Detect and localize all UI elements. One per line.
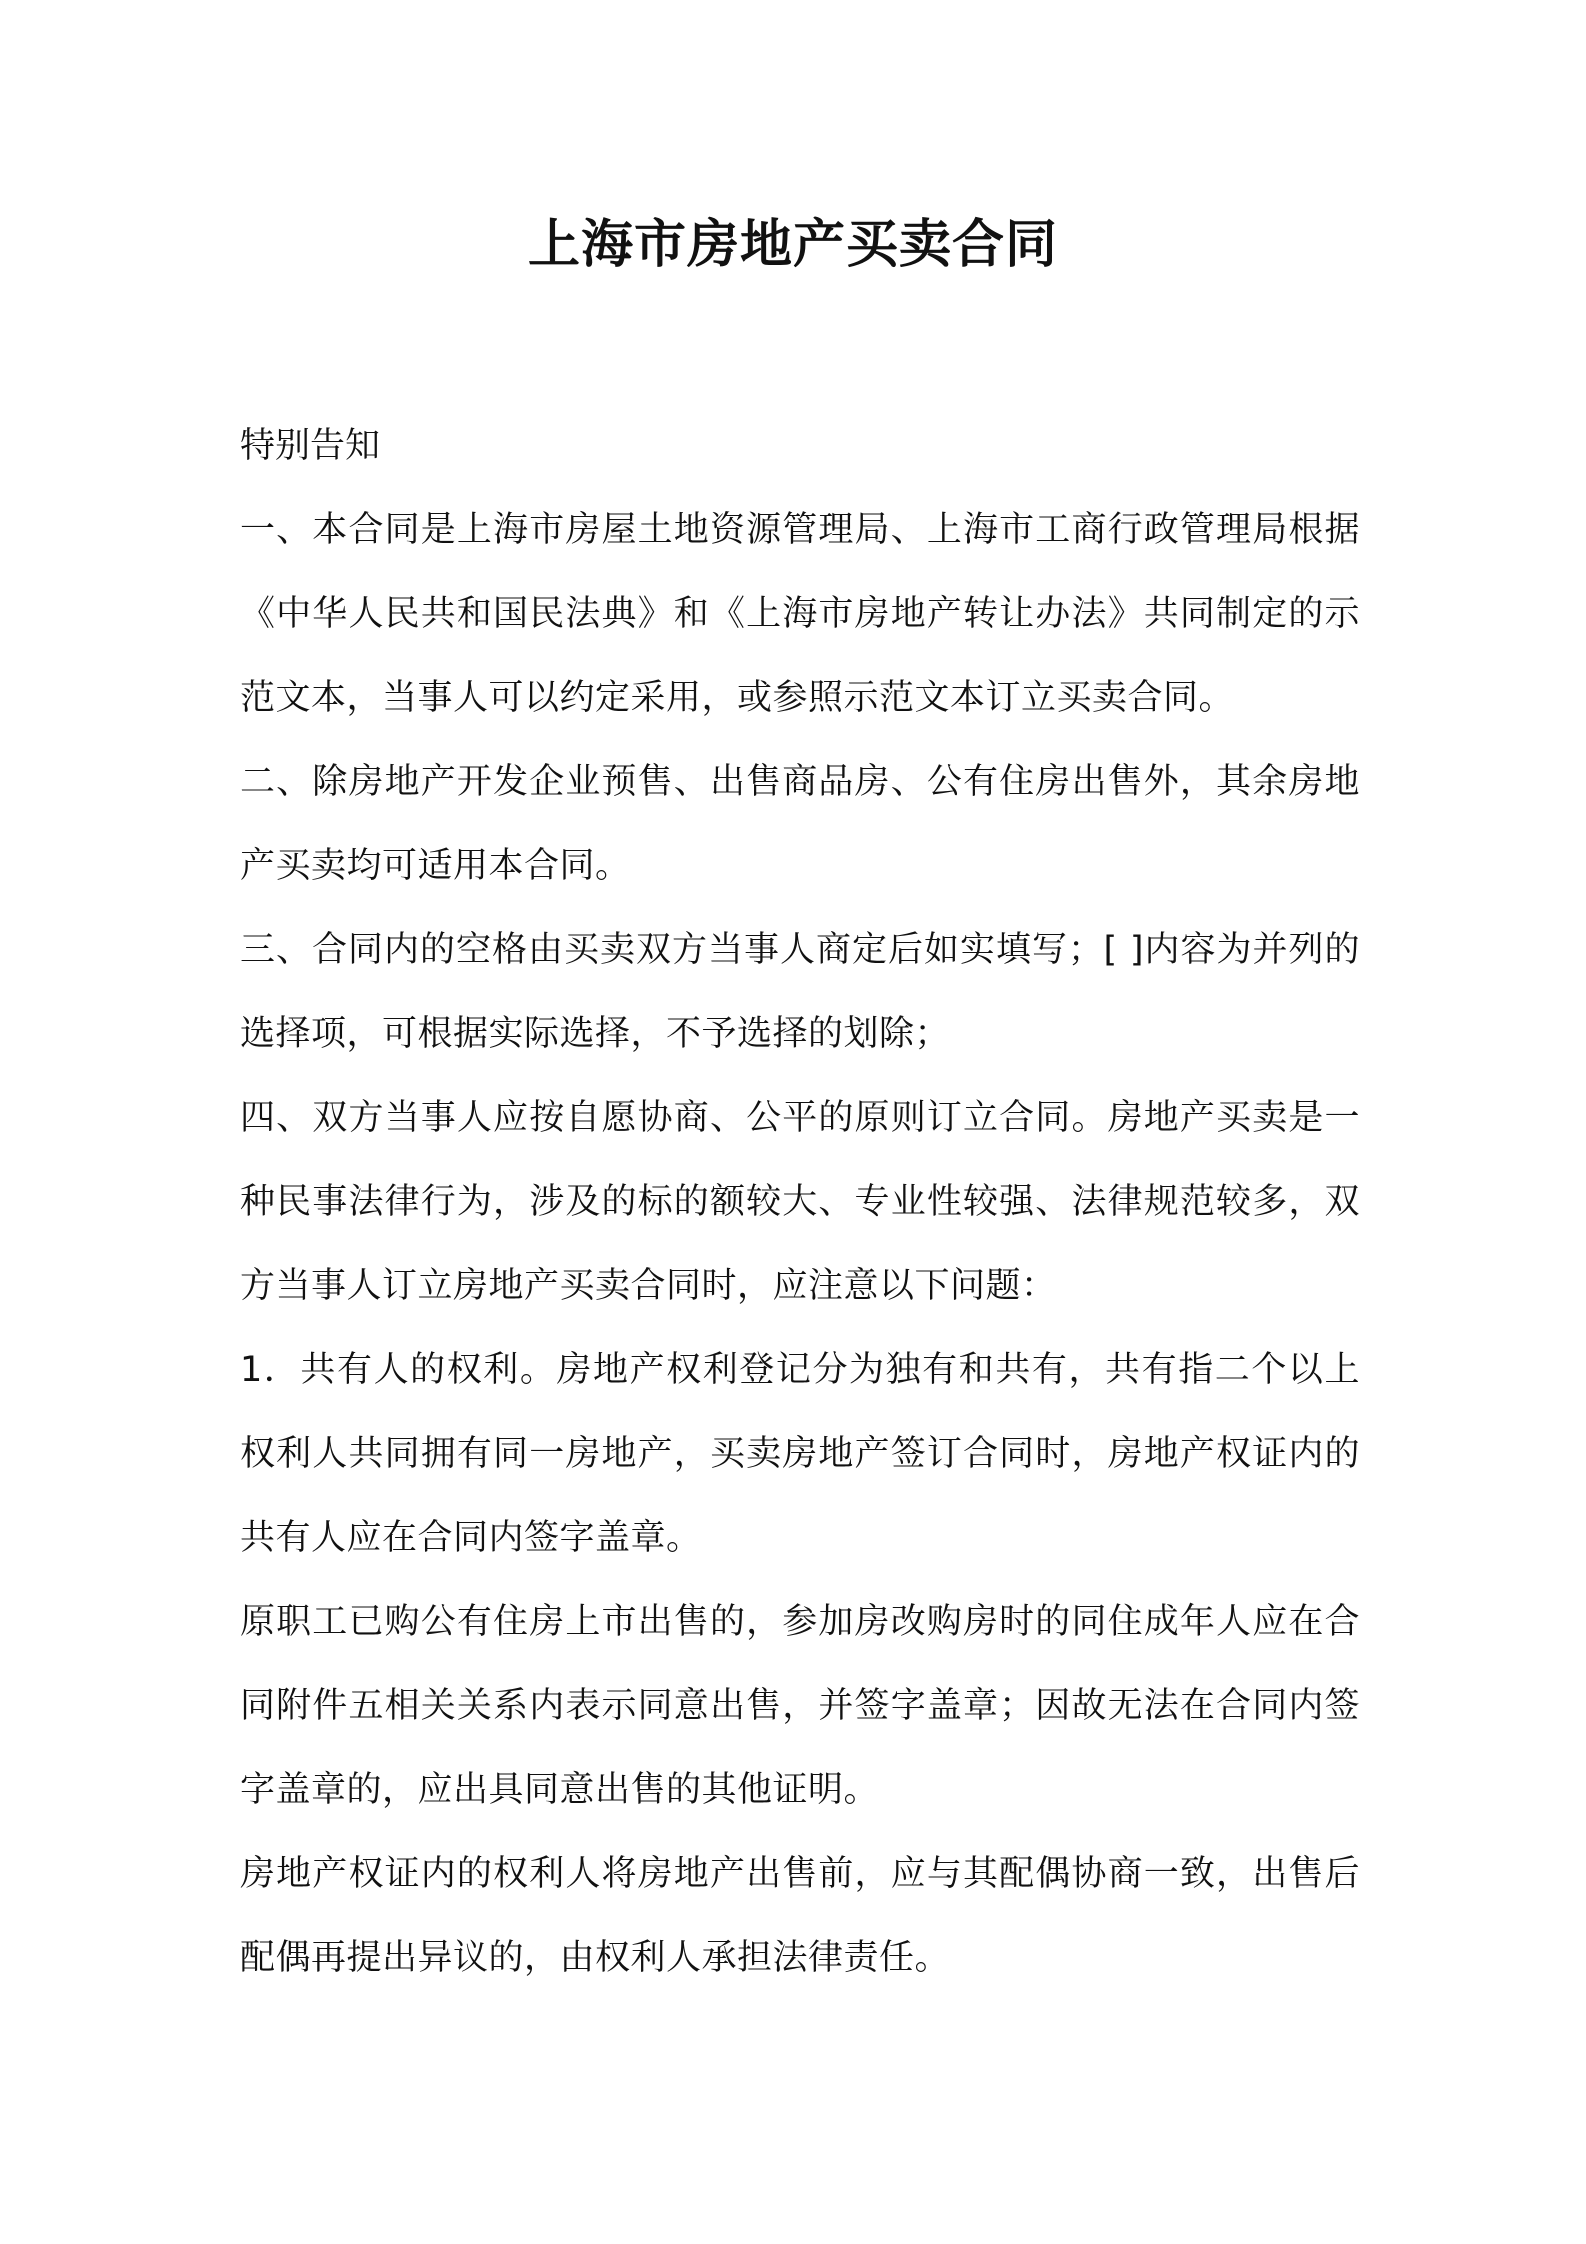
paragraph-clause-2: 二、除房地产开发企业预售、出售商品房、公有住房出售外，其余房地产买卖均可适用本合同。: [240, 762, 1360, 886]
document-body: [240, 404, 1360, 2000]
paragraph-item-1: 1．共有人的权利。房地产权利登记分为独有和共有，共有指二个以上权利人共同拥有同一房地产，买卖房地产签订合同时，房地产权证内的共有人应在合同内签字盖章。: [240, 1350, 1360, 1558]
notice-heading: 特别告知: [240, 426, 381, 466]
document-title: 上海市房地产买卖合同: [527, 215, 1058, 275]
paragraph-public-housing: 原职工已购公有住房上市出售的，参加房改购房时的同住成年人应在合同附件五相关关系内表示同意出售，并签字盖章；因故无法在合同内签字盖章的，应出具同意出售的其他证明。: [240, 1602, 1360, 1810]
paragraph-clause-4: 四、双方当事人应按自愿协商、公平的原则订立合同。房地产买卖是一种民事法律行为，涉及的标的额较大、专业性较强、法律规范较多，双方当事人订立房地产买卖合同时，应注意以下问题：: [240, 1098, 1360, 1306]
paragraph-clause-3: 三、合同内的空格由买卖双方当事人商定后如实填写；[ ]内容为并列的选择项，可根据实际选择，不予选择的划除；: [240, 930, 1360, 1054]
paragraph-clause-1: 一、本合同是上海市房屋土地资源管理局、上海市工商行政管理局根据《中华人民共和国民法典》和《上海市房地产转让办法》共同制定的示范文本，当事人可以约定采用，或参照示范文本订立买卖合同。: [240, 510, 1360, 718]
paragraph-spouse-consent: 房地产权证内的权利人将房地产出售前，应与其配偶协商一致，出售后配偶再提出异议的，由权利人承担法律责任。: [240, 1854, 1360, 1978]
